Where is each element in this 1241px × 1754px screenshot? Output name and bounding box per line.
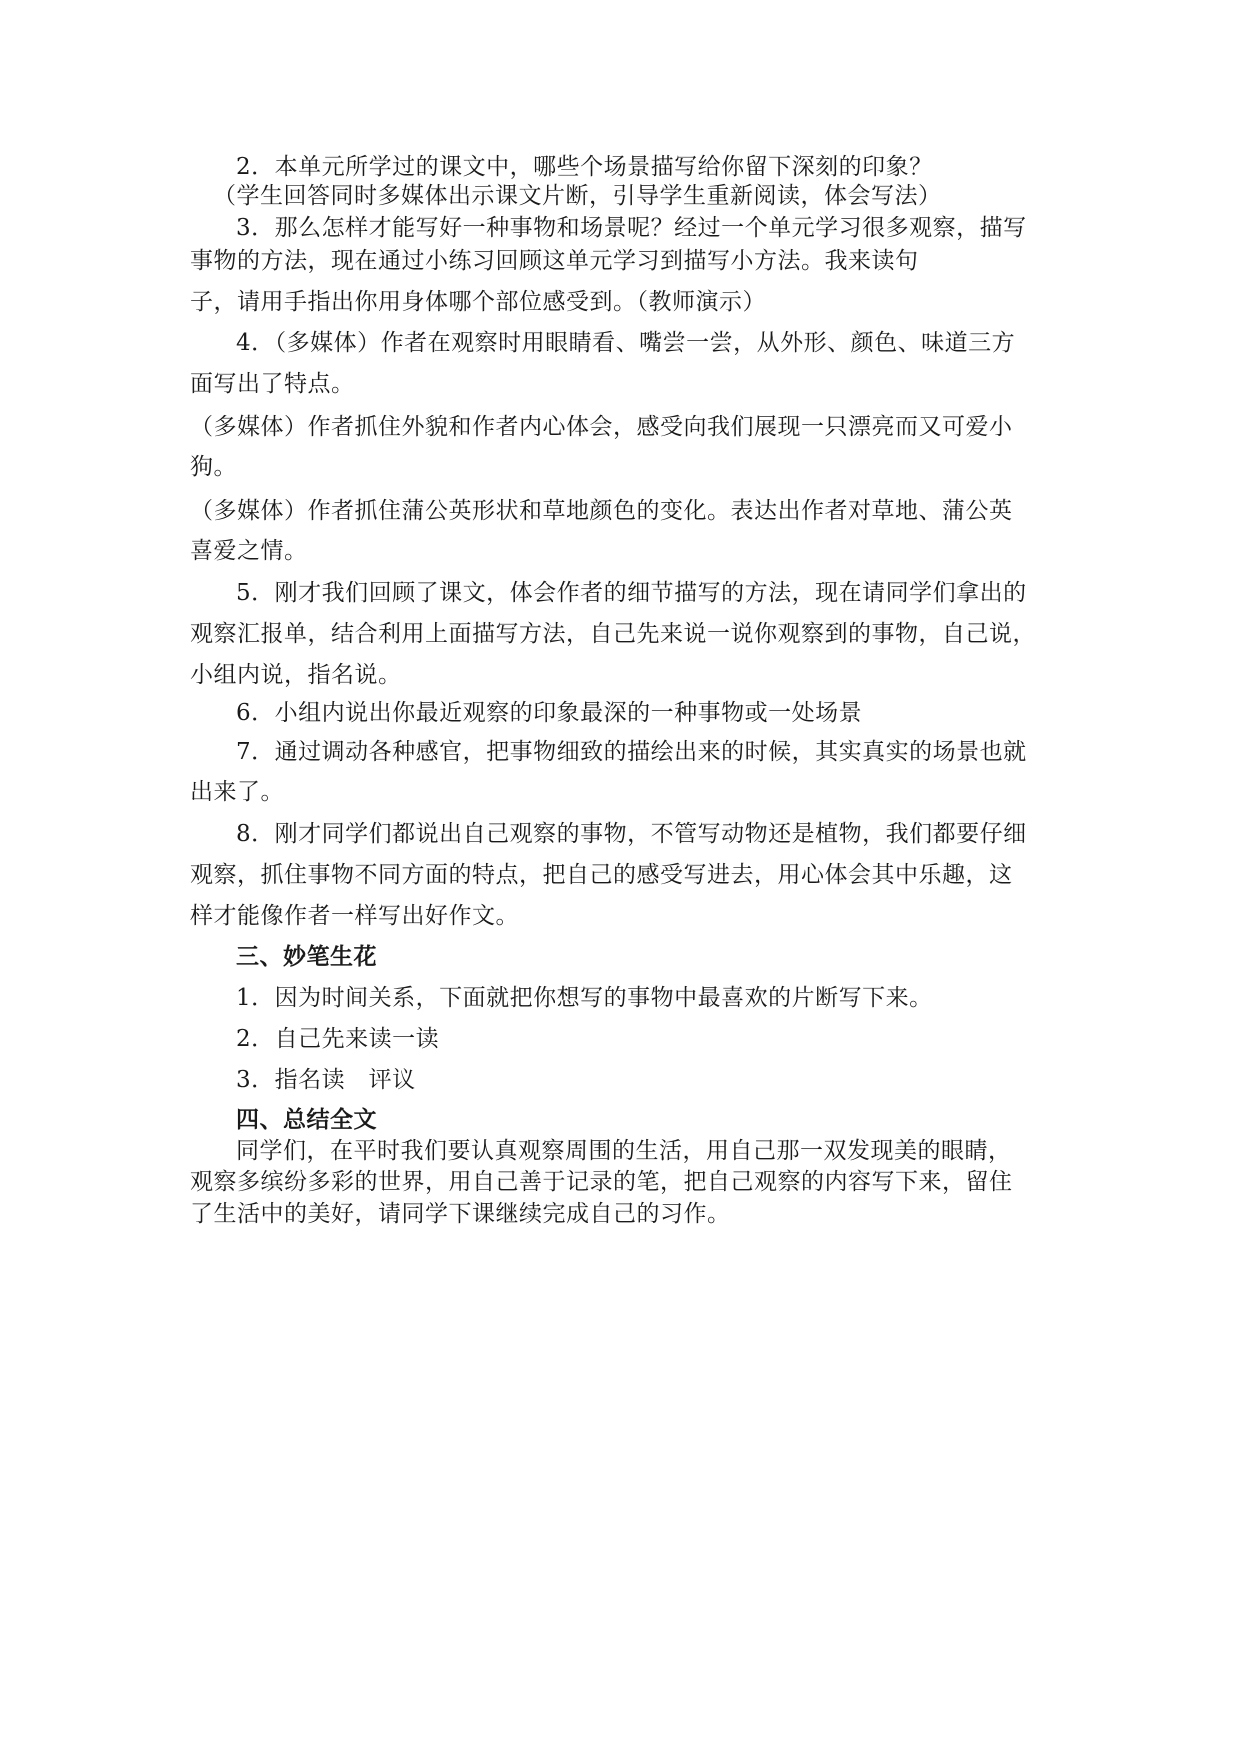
section-heading: 四、总结全文 bbox=[236, 1107, 377, 1133]
list-item: 1．因为时间关系，下面就把你想写的事物中最喜欢的片断写下来。 bbox=[236, 985, 933, 1011]
paragraph-line: （学生回答同时多媒体出示课文片断，引导学生重新阅读，体会写法） bbox=[213, 183, 942, 209]
paragraph-line: 5．刚才我们回顾了课文，体会作者的细节描写的方法，现在请同学们拿出的 bbox=[236, 580, 1027, 606]
list-item: 2．自己先来读一读 bbox=[236, 1026, 440, 1052]
paragraph-line: 3．那么怎样才能写好一种事物和场景呢？经过一个单元学习很多观察，描写 bbox=[236, 215, 1027, 241]
paragraph-line: 面写出了特点。 bbox=[190, 371, 355, 397]
paragraph-line: 6．小组内说出你最近观察的印象最深的一种事物或一处场景 bbox=[236, 700, 863, 726]
paragraph-line: 子，请用手指出你用身体哪个部位感受到。（教师演示） bbox=[190, 289, 766, 315]
paragraph-line: 小组内说，指名说。 bbox=[190, 662, 402, 688]
paragraph-line: 样才能像作者一样写出好作文。 bbox=[190, 903, 519, 929]
paragraph-line: 喜爱之情。 bbox=[190, 538, 308, 564]
section-heading: 三、妙笔生花 bbox=[236, 944, 377, 970]
paragraph-line: 出来了。 bbox=[190, 779, 284, 805]
paragraph-line: 观察汇报单，结合利用上面描写方法，自己先来说一说你观察到的事物，自己说， bbox=[190, 621, 1036, 647]
paragraph-line: 同学们，在平时我们要认真观察周围的生活，用自己那一双发现美的眼睛， bbox=[236, 1138, 1012, 1164]
paragraph-line: 观察多缤纷多彩的世界，用自己善于记录的笔，把自己观察的内容写下来，留住 bbox=[190, 1169, 1013, 1195]
paragraph-line: （多媒体）作者抓住外貌和作者内心体会，感受向我们展现一只漂亮而又可爱小 bbox=[190, 414, 1013, 440]
list-item: 3．指名读 评议 bbox=[236, 1067, 416, 1093]
paragraph-line: 事物的方法，现在通过小练习回顾这单元学习到描写小方法。我来读句 bbox=[190, 248, 919, 274]
paragraph-line: 7．通过调动各种感官，把事物细致的描绘出来的时候，其实真实的场景也就 bbox=[236, 739, 1027, 765]
paragraph-line: 狗。 bbox=[190, 454, 237, 480]
paragraph-line: 8．刚才同学们都说出自己观察的事物，不管写动物还是植物，我们都要仔细 bbox=[236, 821, 1027, 847]
paragraph-line: 观察，抓住事物不同方面的特点，把自己的感受写进去，用心体会其中乐趣，这 bbox=[190, 862, 1013, 888]
paragraph-line: （多媒体）作者抓住蒲公英形状和草地颜色的变化。表达出作者对草地、蒲公英 bbox=[190, 498, 1013, 524]
paragraph-line: 了生活中的美好，请同学下课继续完成自己的习作。 bbox=[190, 1201, 731, 1227]
paragraph-line: 4．（多媒体）作者在观察时用眼睛看、嘴尝一尝，从外形、颜色、味道三方 bbox=[236, 330, 1016, 356]
paragraph-line: 2．本单元所学过的课文中，哪些个场景描写给你留下深刻的印象？ bbox=[236, 154, 933, 180]
